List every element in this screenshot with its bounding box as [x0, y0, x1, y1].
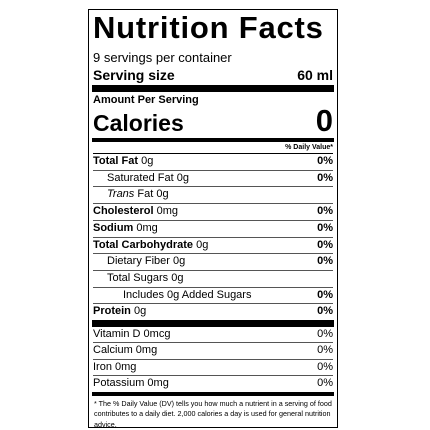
nutrient-row-protein: [93, 303, 333, 320]
nutrient-amount: 0g: [176, 171, 189, 184]
vitamin-amount: 0mg: [115, 360, 137, 373]
vitamin-row-potassium: [93, 375, 333, 391]
nutrient-dv: 0%: [317, 171, 333, 184]
vitamin-row-calcium: [93, 342, 333, 358]
vitamin-name: Calcium: [93, 344, 133, 357]
vitamin-amount: 0mcg: [143, 328, 171, 341]
divider-thick: [92, 320, 334, 327]
nutrient-name: Total Fat: [93, 155, 139, 167]
nutrient-name: Total Sugars: [107, 271, 169, 284]
amount-per-serving: Amount Per Serving: [93, 94, 199, 106]
nutrient-row-added-sugars: [93, 287, 333, 304]
nutrient-amount: 0mg: [136, 221, 158, 234]
nutrient-amount: 0mg: [156, 205, 178, 218]
nutrient-amount: 0g: [196, 238, 209, 251]
daily-value-footnote: * The % Daily Value (DV) tells you how much a nutrient in a serving of food contributes to a daily diet. 2,000 calories a day is used for general nutrition advice.: [94, 398, 332, 429]
vitamin-amount: 0mg: [147, 377, 169, 390]
nutrient-amount: 0g: [171, 271, 184, 284]
nutrient-dv: 0%: [317, 305, 333, 318]
nutrient-dv: 0%: [317, 155, 333, 167]
nutrient-prefix: Includes: [123, 288, 164, 301]
nutrient-row-total-carbohydrate: [93, 237, 333, 254]
nutrient-dv: 0%: [317, 288, 333, 301]
label-title: Nutrition Facts: [93, 10, 324, 45]
nutrient-dv: 0%: [317, 255, 333, 268]
nutrient-row-trans-fat: [93, 186, 333, 203]
serving-size-value: 60 ml: [297, 67, 333, 83]
vitamin-name: Vitamin D: [93, 328, 141, 341]
nutrient-name: Saturated Fat: [107, 171, 174, 184]
vitamin-amount: 0mg: [135, 344, 158, 357]
serving-size-row: [93, 67, 333, 84]
nutrient-amount: 0g: [156, 188, 169, 201]
nutrient-row-dietary-fiber: [93, 253, 333, 270]
nutrition-facts-label: [88, 9, 338, 428]
vitamin-row-iron: [93, 359, 333, 375]
vitamin-dv: 0%: [317, 328, 333, 341]
divider-thick: [92, 85, 334, 92]
nutrient-name: Fat: [137, 188, 154, 201]
nutrient-row-sodium: [93, 220, 333, 237]
nutrient-amount: 0g: [173, 255, 186, 268]
nutrient-name: Dietary Fiber: [107, 255, 170, 268]
nutrient-name: Sodium: [93, 221, 134, 234]
nutrient-amount: 0g: [133, 305, 147, 318]
serving-size-label: Serving size: [93, 67, 175, 83]
nutrient-row-saturated-fat: [93, 170, 333, 187]
vitamin-name: Iron: [93, 360, 112, 373]
vitamin-name: Potassium: [93, 377, 145, 390]
nutrient-row-total-fat: [93, 153, 333, 170]
nutrient-name: Total Carbohydrate: [93, 238, 194, 251]
nutrient-row-total-sugars: [93, 270, 333, 287]
nutrient-amount: 0g: [141, 155, 154, 167]
vitamin-dv: 0%: [317, 377, 333, 390]
nutrient-dv: 0%: [317, 205, 333, 218]
vitamin-dv: 0%: [317, 344, 333, 357]
daily-value-header: % Daily Value*: [285, 144, 333, 151]
calories-value: 0: [315, 103, 333, 138]
vitamin-dv: 0%: [317, 360, 333, 373]
nutrient-dv: 0%: [317, 221, 333, 234]
vitamin-row-vitamin-d: [93, 327, 333, 342]
nutrient-name: Cholesterol: [93, 205, 154, 218]
nutrient-dv: 0%: [317, 238, 333, 251]
nutrient-name-italic: Trans: [107, 188, 135, 201]
nutrient-name: Protein: [93, 305, 131, 318]
servings-per-container: 9 servings per container: [93, 50, 232, 65]
calories-row: [93, 103, 333, 138]
nutrient-name: Added Sugars: [181, 288, 252, 301]
calories-label: Calories: [93, 110, 184, 136]
nutrient-amount: 0g: [167, 288, 180, 301]
nutrient-row-cholesterol: [93, 203, 333, 220]
